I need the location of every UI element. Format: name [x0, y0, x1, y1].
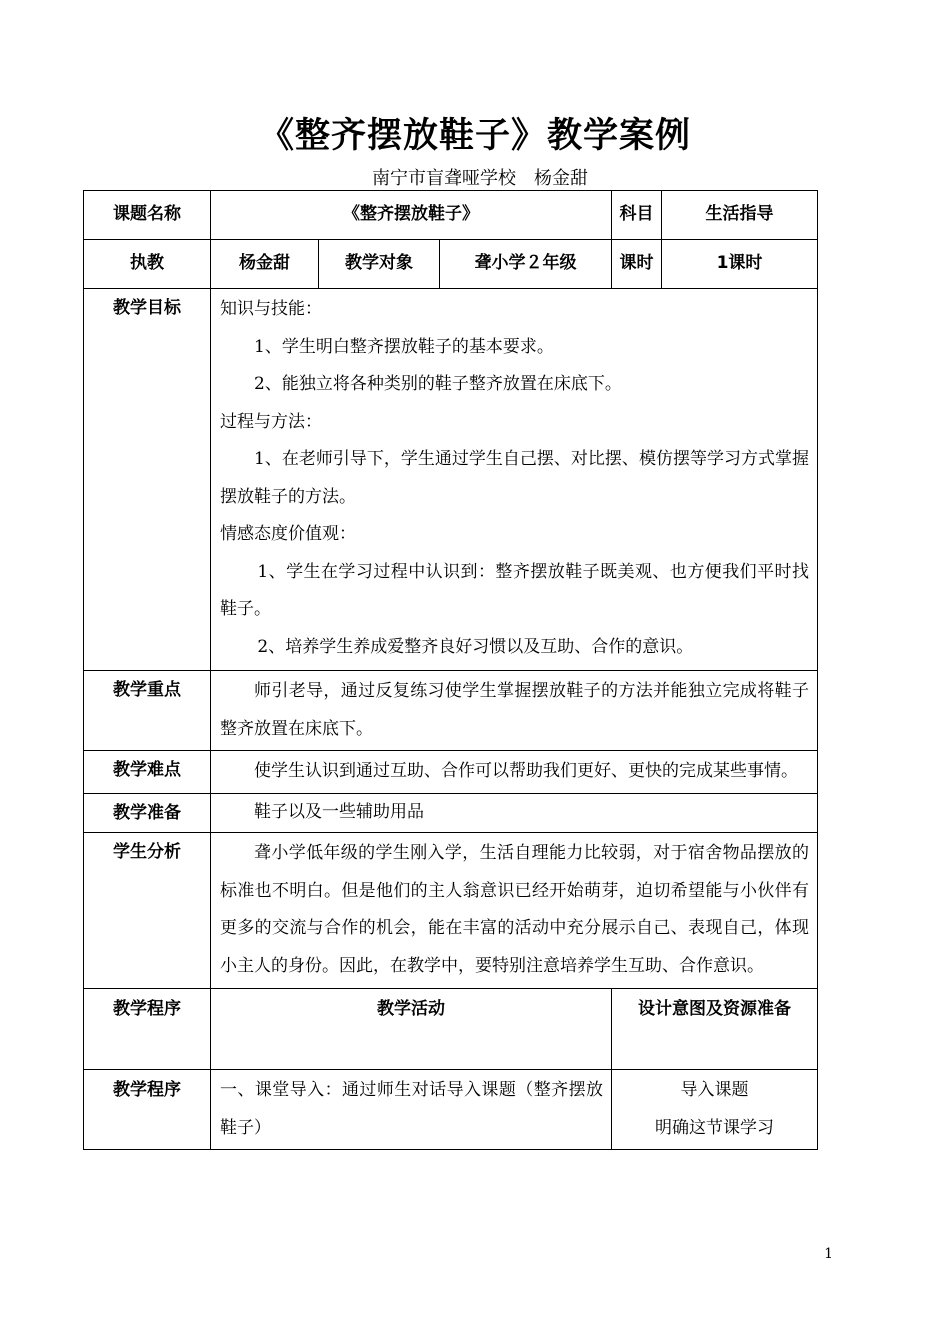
hours-label: 课时: [612, 240, 662, 289]
key-points-label: 教学重点: [84, 671, 211, 751]
activities-header: 教学活动: [211, 989, 612, 1070]
hours-value: 1课时: [662, 240, 818, 289]
design-line: 明确这节课学习: [655, 1117, 774, 1138]
target-value: 聋小学２年级: [440, 240, 612, 289]
subject-value: 生活指导: [662, 191, 818, 240]
preparation-label: 教学准备: [84, 793, 211, 833]
row-procedure-header: [84, 989, 818, 1070]
row-key-points: [84, 671, 818, 751]
objective-item: 1、在老师引导下，学生通过学生自己摆、对比摆、模仿摆等学习方式掌握摆放鞋子的方法。: [220, 449, 809, 507]
procedure-design: [612, 1070, 818, 1150]
analysis-text: 聋小学低年级的学生刚入学，生活自理能力比较弱，对于宿舍物品摆放的标准也不明白。但是他们的主人翁意识已经开始萌芽，迫切希望能与小伙伴有更多的交流与合作的机会，能在丰富的活动中充分展示自己、表现自己，体现小主人的身份。因此，在教学中，要特别注意培养学生互助、合作意识。: [211, 833, 818, 989]
objective-heading-attitude: 情感态度价值观：: [220, 524, 356, 544]
design-line: 导入课题: [680, 1080, 749, 1100]
design-header: 设计意图及资源准备: [612, 989, 818, 1070]
preparation-text: 鞋子以及一些辅助用品: [211, 793, 818, 833]
page-number: 1: [824, 1246, 833, 1262]
subject-label: 科目: [612, 191, 662, 240]
row-preparation: [84, 793, 818, 833]
procedure-label: 教学程序: [84, 1070, 211, 1150]
document-title: 《整齐摆放鞋子》教学案例: [258, 116, 691, 156]
target-label: 教学对象: [319, 240, 440, 289]
key-points-text: 师引老导，通过反复练习使学生掌握摆放鞋子的方法并能独立完成将鞋子整齐放置在床底下。: [211, 671, 818, 751]
row-objectives: [84, 289, 818, 671]
objective-heading-process: 过程与方法：: [220, 411, 322, 432]
objective-heading-knowledge: 知识与技能：: [220, 299, 322, 319]
row-teacher: [84, 240, 818, 289]
row-procedure: [84, 1070, 818, 1150]
objective-item: 1、学生在学习过程中认识到：整齐摆放鞋子既美观、也方便我们平时找鞋子。: [220, 561, 809, 619]
row-topic: [84, 191, 818, 240]
row-difficulties: [84, 751, 818, 794]
lesson-plan-table: [83, 190, 818, 1150]
author-line: 南宁市盲聋哑学校 杨金甜: [372, 168, 588, 189]
analysis-label: 学生分析: [84, 833, 211, 989]
teacher-value: 杨金甜: [211, 240, 319, 289]
objective-item: 2、培养学生养成爱整齐良好习惯以及互助、合作的意识。: [257, 636, 694, 657]
topic-label: 课题名称: [84, 191, 211, 240]
row-analysis: [84, 833, 818, 989]
objectives-label: 教学目标: [84, 289, 211, 671]
procedure-header-label: 教学程序: [84, 989, 211, 1070]
teacher-label: 执教: [84, 240, 211, 289]
difficulties-label: 教学难点: [84, 751, 211, 794]
objectives-content: [211, 289, 818, 671]
objective-item: 2、能独立将各种类别的鞋子整齐放置在床底下。: [254, 374, 622, 394]
difficulties-text: 使学生认识到通过互助、合作可以帮助我们更好、更快的完成某些事情。: [211, 751, 818, 794]
objective-item: 1、学生明白整齐摆放鞋子的基本要求。: [254, 336, 554, 357]
topic-value: 《整齐摆放鞋子》: [211, 191, 612, 240]
procedure-activity: 一、课堂导入：通过师生对话导入课题（整齐摆放鞋子）: [211, 1070, 612, 1150]
